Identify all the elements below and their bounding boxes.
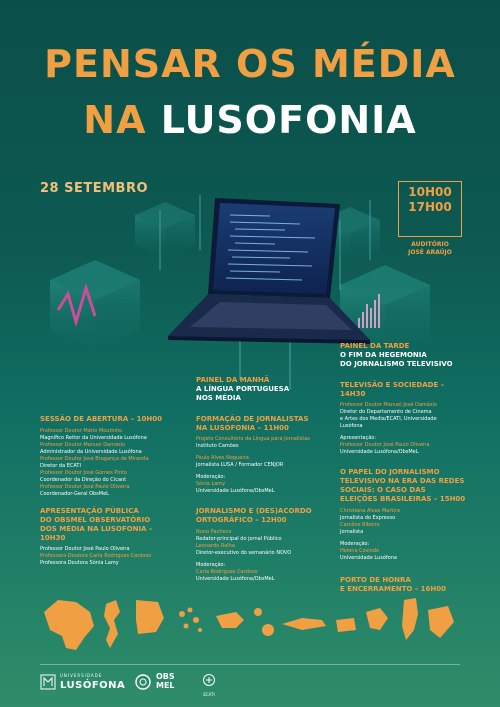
left-column [40, 415, 180, 567]
presentation-people [40, 546, 180, 567]
opening-name: Professor Doutor José Gomes Pinto [40, 470, 127, 476]
title-na: NA [83, 98, 147, 142]
presenter: Professor Doutor José Paulo Oliveira [40, 546, 130, 552]
angola-map-icon [136, 600, 164, 634]
closing-heading: PORTO DE HONRA E ENCERRAMENTO – 16H00 [340, 576, 447, 593]
training-heading: FORMAÇÃO DE JORNALISTAS NA LUSOFONIA – 11H00 [196, 415, 309, 432]
portugal-map-icon [402, 598, 418, 640]
cube-left-small [135, 202, 195, 258]
opening-role: Coordenador da Direção do Cicant [40, 477, 127, 483]
macau-map-icon [366, 608, 388, 630]
poster-title-line2 [0, 98, 500, 142]
cube-left [50, 260, 140, 350]
brazil-map-icon [44, 600, 94, 650]
opening-name: Professor Doutor José Paulo Oliveira [40, 484, 130, 490]
event-date: 28 SETEMBRO [40, 181, 149, 196]
ecati-logo-text: ECATI [203, 692, 215, 697]
middle-column [196, 376, 326, 583]
opening-name: Professor Doutor José Bragança de Miranda [40, 456, 149, 462]
tv-role-heading: O PAPEL DO JORNALISMO TELEVISIVO NA ERA DAS REDES SOCIAIS: O CASO DAS ELEIÇÕES BRASILEIRAS – 15H00 [340, 468, 466, 503]
opening-name: Professor Doutor Manuel Damásio [40, 442, 126, 448]
opening-role: Administrador da Universidade Lusófona [40, 449, 142, 455]
obsmel-logo-bottom: MEL [156, 681, 175, 690]
equatorial-guinea-map-icon [336, 618, 356, 632]
start-time: 10H00 [408, 185, 452, 199]
end-time: 17H00 [408, 200, 452, 214]
morning-panel: PAINEL DA MANHÃ A LÍNGUA PORTUGUESA NOS MÉDIA [196, 376, 290, 402]
lusofona-logo-bottom: LUSÓFONA [60, 680, 126, 691]
venue-line2: JOSÉ ARAÚJO [408, 249, 452, 256]
ecati-logo [194, 672, 224, 697]
galicia-map-icon [428, 606, 454, 638]
obsmel-emblem-icon [134, 673, 152, 691]
ecati-emblem-icon [202, 673, 216, 687]
tv-society: TELEVISÃO E SOCIEDADE – 14H30 Professor Doutor Manuel José Damásio Diretor do Departamento de Cinema e Artes dos Media/ECATI, Universidade Lusófona Apresentação: Professor Doutor José Paulo Oliveira Universidade Lusófona/ObsMeL [340, 381, 445, 455]
agreement-items: Nuno Pacheco Redator-principal do jornal Público Leonardo Ralha Diretor-executivo do semanário NOVO Moderação: Carla Rodrigues Cardoso Universidade Lusófona/ObsMeL [196, 529, 292, 582]
opening-role: Coordenador-Geral ObsMeL [40, 491, 109, 497]
agreement-heading: JORNALISMO E (DES)ACORDO ORTOGRÁFICO – 12H00 [196, 507, 312, 524]
cape-verde-map-icon [179, 608, 202, 633]
obsmel-logo-top: OBS [156, 672, 175, 681]
mozambique-map-icon [104, 600, 120, 648]
lusofona-logo-top: UNIVERSIDADE [60, 673, 103, 678]
presentation-heading: APRESENTAÇÃO PÚBLICA DO OBSMEL OBSERVATÓRIO DOS MÉDIA NA LUSOFONIA – 10H30 [40, 507, 153, 542]
opening-items [40, 428, 180, 498]
guinea-bissau-map-icon [216, 612, 244, 628]
title-lusofonia: LUSOFONIA [160, 98, 417, 142]
poster-title-line1: PENSAR OS MÉDIA [44, 42, 456, 86]
east-timor-map-icon [282, 618, 326, 630]
opening-role: Magnífico Reitor da Universidade Lusófona [40, 435, 147, 441]
lusofona-logo [40, 672, 126, 696]
opening-heading: SESSÃO DE ABERTURA – 10H00 [40, 415, 163, 423]
right-column [340, 342, 470, 594]
presenter: Professora Doutora Sónia Lamy [40, 560, 119, 566]
opening-role: Diretor da ECATI [40, 463, 81, 469]
tv-role-items: Christiana Alves Martins Jornalista do Expresso Caroline Ribeiro Jornalista Moderação: Helena Cosindo Universidade Lusófona [340, 508, 401, 561]
sao-tome-map-icon [254, 608, 274, 636]
training-items: Projeto Consultório da Língua para Jornalistas Instituto Camões Paulo Alves Nogueira Jornalista LUSA / Formador CENJOR Moderação: Sónia Lamy Universidade Lusófona/ObsMeL [196, 436, 310, 494]
venue-line1: AUDITÓRIO [411, 241, 449, 248]
opening-name: Professor Doutor Mário Moutinho [40, 428, 123, 434]
footer-divider [40, 664, 460, 665]
afternoon-panel: PAINEL DA TARDE O FIM DA HEGEMONIA DO JORNALISMO TELEVISIVO [340, 342, 453, 368]
lusophone-maps [40, 590, 460, 660]
presenter: Professora Doutora Carla Rodrigues Cardoso [40, 553, 152, 559]
lusofona-emblem-icon [40, 674, 56, 690]
